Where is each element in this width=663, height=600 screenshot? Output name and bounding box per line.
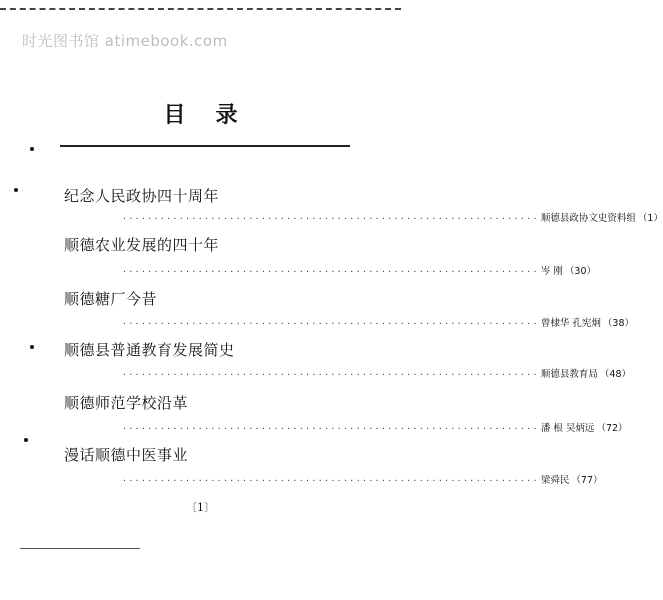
title-divider — [60, 145, 350, 147]
toc-entry-title[interactable]: 顺德县普通教育发展简史 — [64, 341, 235, 359]
toc-entry-author: 顺德县教育局 — [540, 369, 598, 380]
toc-entry-page: （1） — [637, 213, 663, 224]
toc-entry-author: 梁舜民 — [540, 475, 570, 486]
toc-entry-leader — [122, 263, 597, 277]
top-border-rule — [0, 8, 401, 10]
toc-entry-author: 潘 根 吴炳远 — [540, 423, 595, 434]
toc-entry-leader — [122, 472, 603, 486]
page-number: 〔1〕 — [186, 501, 215, 514]
toc-entry-leader — [122, 420, 628, 434]
margin-mark — [30, 147, 34, 151]
toc-entry-title[interactable]: 顺德师范学校沿革 — [64, 394, 189, 412]
toc-entry-page: （77） — [571, 475, 603, 486]
toc-entry-page: （48） — [599, 369, 631, 380]
dot-leader: ·································································· — [122, 267, 539, 276]
watermark-text: 时光图书馆 atimebook.com — [22, 32, 228, 50]
toc-entry-page: （38） — [602, 318, 635, 329]
dot-leader: ·································································· — [122, 214, 539, 223]
dot-leader: ·································································· — [122, 370, 539, 379]
dot-leader: ·································································· — [122, 319, 539, 328]
margin-mark — [24, 438, 28, 442]
page-title: 目录 — [163, 102, 268, 128]
toc-entry-leader — [122, 210, 663, 224]
toc-entry-page: （30） — [564, 266, 597, 277]
toc-entry-author: 顺德县政协文史资料组 — [540, 213, 636, 224]
toc-entry-author: 岑 刚 — [540, 266, 563, 277]
toc-entry-leader — [122, 366, 631, 380]
margin-mark — [14, 188, 18, 192]
toc-entry-title[interactable]: 漫话顺德中医事业 — [64, 446, 189, 464]
dot-leader: ·································································· — [122, 424, 539, 433]
margin-mark — [30, 345, 34, 349]
bottom-rule — [20, 548, 140, 549]
toc-entry-author: 曾棣华 孔宪炯 — [540, 318, 601, 329]
toc-entry-leader — [122, 315, 635, 329]
toc-entry-title[interactable]: 纪念人民政协四十周年 — [64, 187, 220, 205]
toc-entry-page: （72） — [596, 423, 628, 434]
toc-entry-title[interactable]: 顺德农业发展的四十年 — [64, 236, 220, 254]
toc-entry-title[interactable]: 顺德糖厂今昔 — [64, 290, 158, 308]
dot-leader: ·································································· — [122, 476, 539, 485]
